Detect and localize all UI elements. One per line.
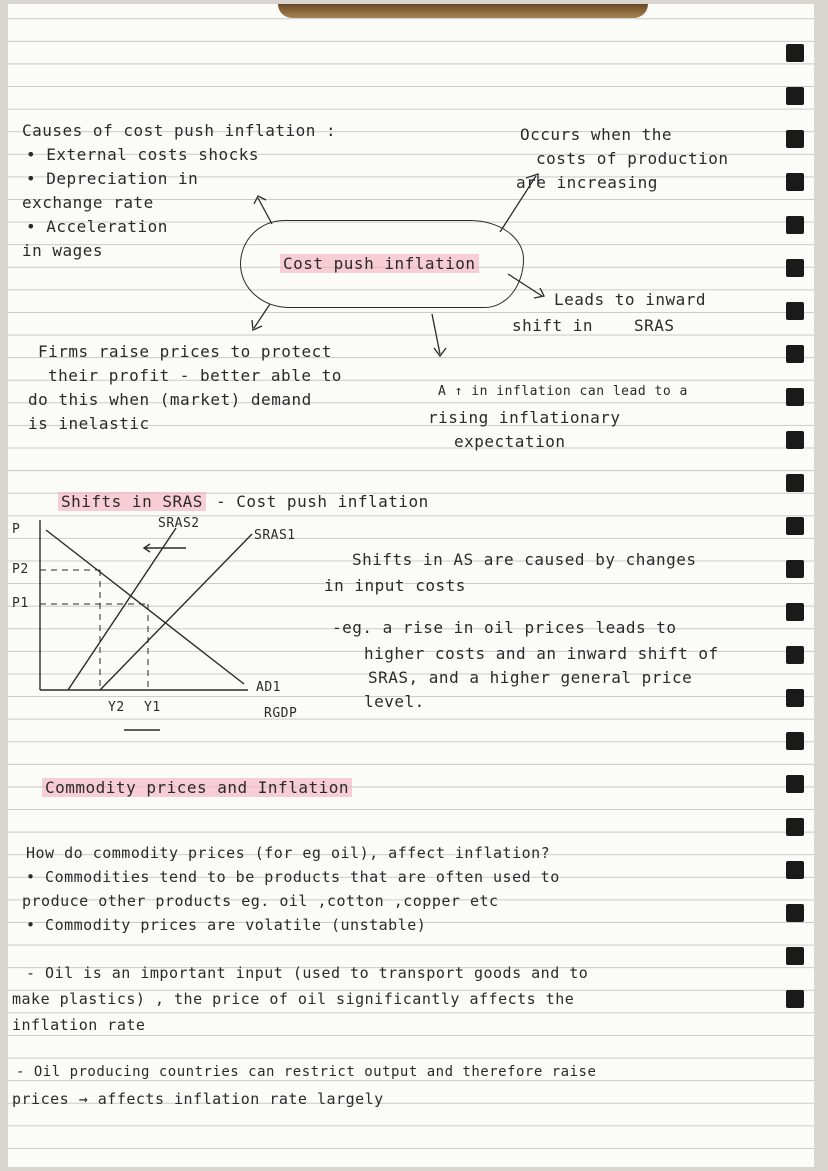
central-label: Cost push inflation	[280, 254, 479, 273]
diagram-heading-highlight: Shifts in SRAS	[58, 492, 206, 511]
mindmap-arrows	[8, 4, 814, 464]
shifts-line: -eg. a rise in oil prices leads to	[332, 618, 677, 637]
occurs-line: are increasing	[516, 173, 658, 192]
commodity-line: - Oil producing countries can restrict output and therefore raise	[16, 1064, 597, 1080]
p1-label: P1	[12, 596, 29, 611]
shifts-line: higher costs and an inward shift of	[364, 644, 719, 663]
p2-label: P2	[12, 562, 29, 577]
y1-label: Y1	[144, 700, 161, 715]
notebook-page	[8, 4, 814, 1167]
cause-item: • External costs shocks	[26, 145, 260, 164]
rgdp-label: RGDP	[264, 706, 298, 721]
occurs-line: costs of production	[536, 149, 729, 168]
leads-line: SRAS	[634, 316, 675, 335]
y2-label: Y2	[108, 700, 125, 715]
firms-line: do this when (market) demand	[28, 390, 312, 409]
expect-line: expectation	[454, 432, 566, 451]
commodity-line: inflation rate	[12, 1016, 146, 1034]
commodity-line: • Commodity prices are volatile (unstable)	[26, 916, 427, 934]
shifts-line: level.	[364, 692, 425, 711]
occurs-line: Occurs when the	[520, 125, 672, 144]
commodity-line: - Oil is an important input (used to transport goods and to	[26, 964, 589, 982]
expect-line: rising inflationary	[428, 408, 621, 427]
sras2-label: SRAS2	[158, 516, 200, 531]
sras1-label: SRAS1	[254, 528, 296, 543]
causes-heading: Causes of cost push inflation :	[22, 121, 337, 140]
cause-item: exchange rate	[22, 193, 154, 212]
commodity-line: • Commodities tend to be products that are often used to	[26, 868, 560, 886]
expect-line: A ↑ in inflation can lead to a	[438, 384, 688, 399]
ad-label: AD1	[256, 680, 281, 695]
firms-line: is inelastic	[28, 414, 150, 433]
cause-item: in wages	[22, 241, 104, 260]
axis-p-label: P	[12, 522, 21, 537]
shifts-line: Shifts in AS are caused by changes	[352, 550, 697, 569]
diagram-heading-rest: - Cost push inflation	[216, 492, 429, 511]
leads-line: shift in	[512, 316, 594, 335]
commodity-heading: Commodity prices and Inflation	[42, 778, 352, 797]
shifts-line: SRAS, and a higher general price	[368, 668, 693, 687]
cause-item: • Depreciation in	[26, 169, 199, 188]
commodity-line: produce other products eg. oil ,cotton ,copper etc	[22, 892, 499, 910]
cause-item: • Acceleration	[26, 217, 168, 236]
commodity-line: prices → affects inflation rate largely	[12, 1090, 384, 1108]
commodity-line: How do commodity prices (for eg oil), affect inflation?	[26, 844, 551, 862]
shifts-line: in input costs	[324, 576, 466, 595]
firms-line: their profit - better able to	[48, 366, 342, 385]
leads-line: Leads to inward	[554, 290, 706, 309]
commodity-line: make plastics) , the price of oil significantly affects the	[12, 990, 575, 1008]
firms-line: Firms raise prices to protect	[38, 342, 332, 361]
